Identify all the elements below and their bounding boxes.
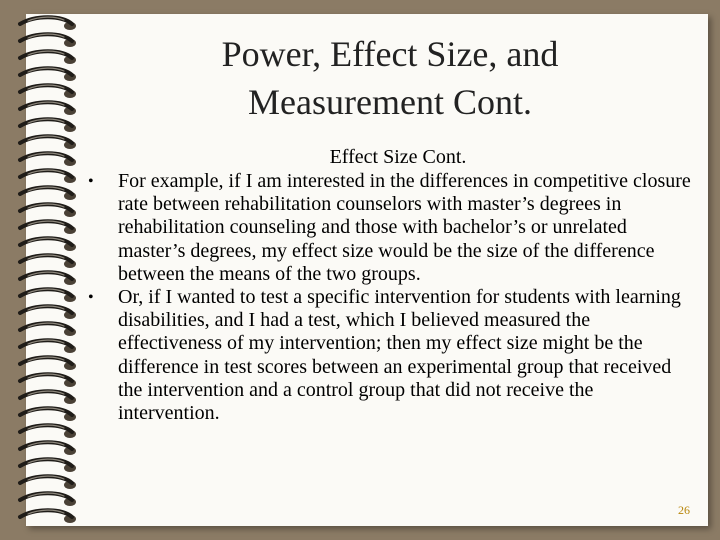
bullet-item bbox=[88, 170, 698, 286]
slide-title: Power, Effect Size, and Measurement Cont. bbox=[221, 34, 559, 122]
bullet-icon: • bbox=[88, 173, 94, 190]
bullet-icon: • bbox=[88, 289, 94, 307]
bullet-text: Or, if I wanted to test a specific intervention for students with learning disabilities, and I had a test, which I believed measured the effectiveness of my intervention; then my effect size might be the difference in test scores between an experimental group that received the intervention and a control group that did not receive the intervention. bbox=[118, 286, 681, 425]
bullet-list bbox=[88, 170, 698, 425]
bullet-text: For example, if I am interested in the differences in competitive closure rate between rehabilitation counselors with master’s degrees in rehabilitation counseling and those with bachelor’s or unrelated master’s degrees, my effect size would be the size of the difference between the means of the two groups. bbox=[118, 170, 691, 285]
bullet-item bbox=[88, 286, 698, 425]
page-number: 26 bbox=[678, 503, 690, 517]
slide-subheading: Effect Size Cont. bbox=[329, 146, 467, 168]
spiral-binding bbox=[0, 0, 90, 540]
